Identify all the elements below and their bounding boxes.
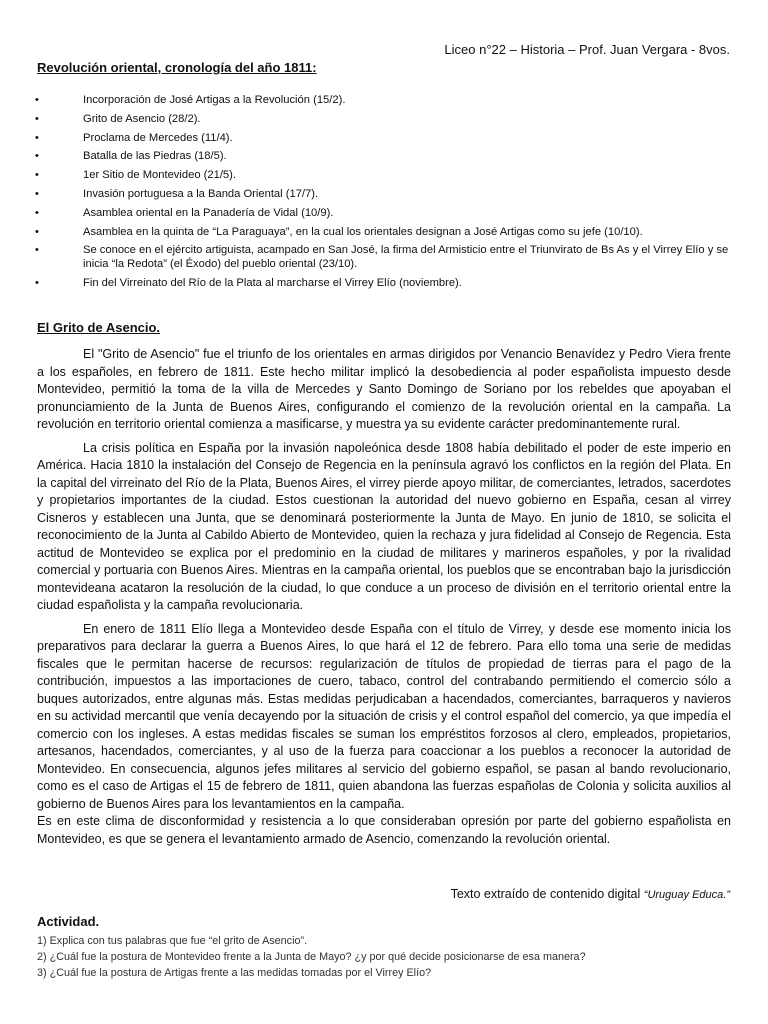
list-item <box>32 132 732 146</box>
paragraph: El "Grito de Asencio" fue el triunfo de los orientales en armas dirigidos por Venancio Benavídez y Pedro Viera frente a los españoles, en febrero de 1811. Este hecho militar implicó la desobediencia al poder españolista impuesto desde Montevideo, permitió la toma de la villa de Mercedes y Santo Domingo de Soriano por los rebeldes que apoyaban el pronunciamiento de la Junta de Buenos Aires, configurando el comienzo de la revolución oriental en la campaña. La revolución en territorio oriental comienza a masificarse, y muestra ya su evidente carácter predominantemente rural. <box>37 347 731 431</box>
bullet-icon: • <box>35 244 39 257</box>
list-item <box>32 207 732 221</box>
list-item-text: Batalla de las Piedras (18/5). <box>83 150 227 163</box>
article-body <box>37 346 731 854</box>
bullet-icon: • <box>35 169 39 182</box>
list-item <box>32 169 732 183</box>
bullet-icon: • <box>35 150 39 163</box>
section-title: El Grito de Asencio. <box>37 320 161 335</box>
list-item <box>32 113 732 127</box>
bullet-icon: • <box>35 187 39 200</box>
paragraph: En enero de 1811 Elío llega a Montevideo desde España con el título de Virrey, y desde ese momento inicia los preparativos para declarar la guerra a Buenos Aires, lo que hará el 12 de febrero. Para ello toma una serie de medidas fiscales que le permitan hacerse de recursos: regularización de títulos de propiedad de tierras para el pago de la contribución, impuestos a las importaciones de cuero, tabaco, control del contrabando permitiendo el comercio sólo a buques autorizados, entre algunas más. Estas medidas perjudicaban a hacendados, comerciantes, barraqueros y navieros en su actividad mercantil que venía decayendo por la situación de crisis y el control español del comercio, ya que impedía el comercio con los ingleses. A estas medidas fiscales se suman los empréstitos forzosos al clero, empleados, propietarios, artesanos, hacendados, comerciantes, y al uso de la fuerza para coaccionar a los pueblos a reconocer la autoridad de Montevideo. En consecuencia, algunos jefes militares al servicio del gobierno español, se pasan al bando revolucionario, como es el caso de Artigas el 15 de febrero de 1811, quien abandona las fuerzas españolas de Colonia y solicita auxilios al gobierno de Buenos Aires para los levantamientos en la campaña. <box>37 621 731 811</box>
list-item-text: Asamblea en la quinta de “La Paraguaya”, en la cual los orientales designan a José Artigas como su jefe (10/10). <box>83 225 643 238</box>
list-item-text: Grito de Asencio (28/2). <box>83 112 201 125</box>
list-item <box>32 226 732 240</box>
bullet-icon: • <box>35 225 39 238</box>
source-name: “Uruguay Educa.” <box>643 889 730 901</box>
paragraph: Es en este clima de disconformidad y resistencia a lo que consideraban opresión por parte del gobierno españolista en Montevideo, es que se genera el levantamiento armado de Asencio, comenzando la revolución oriental. <box>37 814 731 846</box>
bullet-icon: • <box>35 276 39 289</box>
bullet-icon: • <box>35 112 39 125</box>
list-item <box>32 150 732 164</box>
list-item-text: Asamblea oriental en la Panadería de Vidal (10/9). <box>83 206 334 219</box>
list-item <box>32 188 732 202</box>
list-item <box>32 244 732 271</box>
list-item <box>32 277 732 291</box>
list-item-text: Fin del Virreinato del Río de la Plata al marcharse el Virrey Elío (noviembre). <box>83 276 462 289</box>
list-item-text: Incorporación de José Artigas a la Revolución (15/2). <box>83 94 346 106</box>
activity-title: Actividad. <box>37 914 100 929</box>
list-item-text: Proclama de Mercedes (11/4). <box>83 131 233 144</box>
question-item: 3) ¿Cuál fue la postura de Artigas frente a las medidas tomadas por el Virrey Elío? <box>37 967 432 979</box>
chronology-list <box>32 94 732 295</box>
source-label: Texto extraído de contenido digital <box>450 887 641 901</box>
question-item: 1) Explica con tus palabras que fue “el grito de Asencio”. <box>37 935 308 947</box>
paragraph: La crisis política en España por la invasión napoleónica desde 1808 había debilitado el poder de este imperio en América. Hacia 1810 la instalación del Consejo de Regencia en la península agravó los conflictos en la región del Plata. En la capital del virreinato del Río de la Plata, Buenos Aires, el virrey pierde apoyo militar, de comerciantes, letrados, sacerdotes y propietarios importantes de la ciudad. Estos cuestionan la autoridad del nuevo gobierno en España, cesan al virrey Cisneros y establecen una Junta, que se denominará posteriormente la Junta de Mayo. En junio de 1810, se solicita el reconocimiento de la Junta al Cabildo Abierto de Montevideo, quien la rechaza y jura fidelidad al Consejo de Regencia. Esta actitud de Montevideo se explica por el predominio en la ciudad de militares y marineros españoles, y por la rivalidad comercial y portuaria con Buenos Aires. Mientras en la campaña oriental, los pueblos que se encontraban bajo la jurisdicción montevideana acataron la resolución de la ciudad, lo que conduce a un proceso de división en el territorio oriental entre la ciudad españolista y la campaña revolucionaria. <box>37 440 731 612</box>
chronology-title: Revolución oriental, cronología del año 1811: <box>37 60 317 75</box>
list-item <box>32 94 732 108</box>
course-header: Liceo n°22 – Historia – Prof. Juan Vergara - 8vos. <box>444 42 730 57</box>
source-credit <box>451 887 730 901</box>
question-item: 2) ¿Cuál fue la postura de Montevideo frente a la Junta de Mayo? ¿y por qué decide posicionarse de esa manera? <box>37 951 586 963</box>
bullet-icon: • <box>35 94 39 106</box>
list-item-text: 1er Sitio de Montevideo (21/5). <box>83 169 236 182</box>
list-item-text: Se conoce en el ejército artiguista, acampado en San José, la firma del Armisticio entre el Triunvirato de Bs As y el Virrey Elío y se inicia “la Redota” (el Éxodo) del pueblo oriental (23/10). <box>83 244 729 270</box>
bullet-icon: • <box>35 131 39 144</box>
bullet-icon: • <box>35 206 39 219</box>
list-item-text: Invasión portuguesa a la Banda Oriental (17/7). <box>83 187 319 200</box>
activity-questions <box>37 933 586 981</box>
